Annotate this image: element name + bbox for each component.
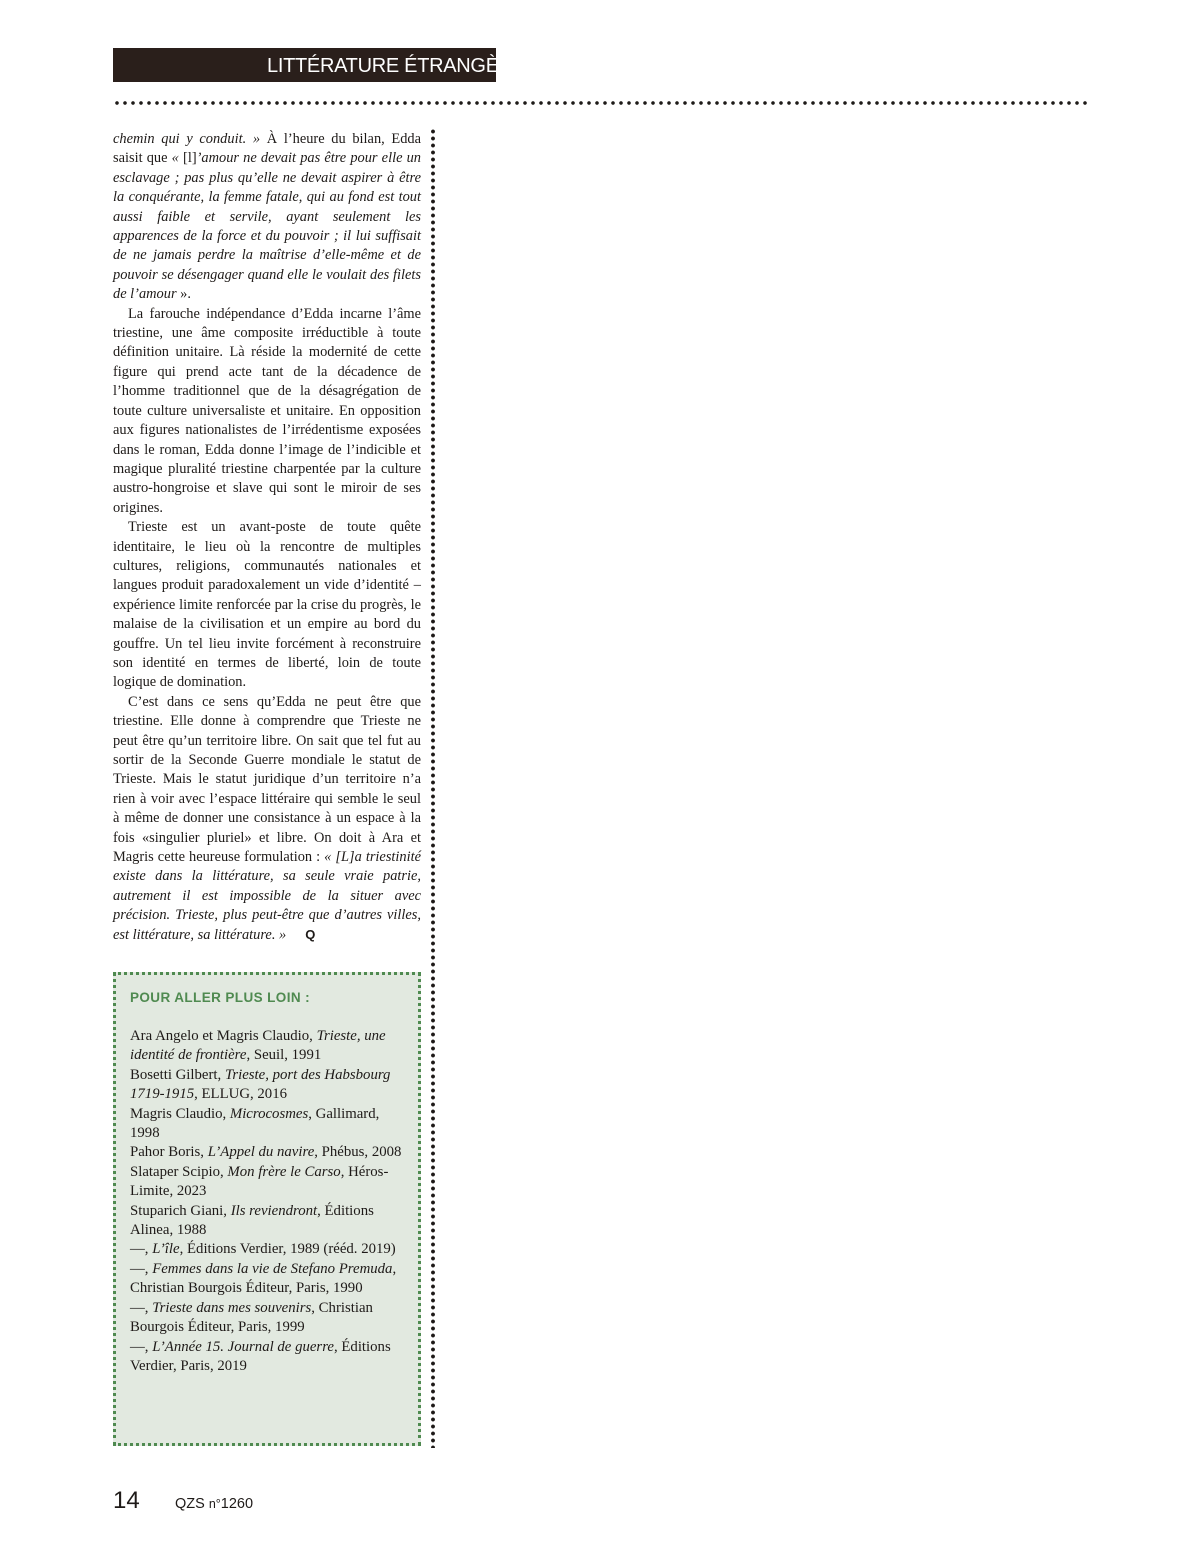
quote-body: a triestinité existe dans la littérature, sa seule vraie patrie, autrement il est impossible de la situer avec précision. Trieste, plus peut-être que d’autres villes, est littérature, sa littérature. »: [113, 849, 421, 943]
paragraph-3: Trieste est un avant-poste de toute quête identitaire, le lieu où la rencontre de multiples cultures, religions, communautés nationales et langues produit paradoxalement un vide d’identité – expérience limite renforcée par la crise du progrès, le malaise de la civilisation et un empire au bord du gouffre. Un tel lieu invite forcément à reconstruire son identité en termes de liberté, loin de toute logique de domination.: [113, 519, 421, 691]
text-fragment: À l’heure du bilan, Edda saisit que: [113, 131, 421, 167]
reference-publisher: , Éditions Verdier, 1989 (rééd. 2019): [179, 1241, 396, 1258]
reference-publisher: , Seuil, 1991: [246, 1047, 322, 1064]
reference-author: Pahor Boris,: [130, 1144, 208, 1161]
reference-author: —,: [130, 1241, 153, 1258]
reference-author: —,: [130, 1338, 153, 1355]
reference-title: Trieste dans mes souvenirs: [152, 1299, 312, 1316]
reference-publisher: , Gallimard, 1998: [130, 1105, 380, 1142]
reference-publisher: , Phébus, 2008: [314, 1144, 402, 1161]
issue-number: 1260: [220, 1496, 254, 1512]
reference-author: Ara Angelo et Magris Claudio,: [130, 1028, 317, 1044]
reference-title: Femmes dans la vie de Stefano Premuda: [152, 1260, 393, 1277]
reference-author: —,: [130, 1260, 153, 1277]
text-fragment: C’est dans ce sens qu’Edda ne peut être que triestine. Elle donne à comprendre que Trieste ne peut être qu’un territoire libre. On sait que tel fut au sortir de la Seconde Guerre mondiale le statut de Trieste. Mais le statut juridique d’un territoire n’a rien à voir avec l’espace littéraire qui semble le seul à même de donner une consistance à un espace à la fois «singulier pluriel» et libre. On doit à Ara et Magris cette heureuse formulation :: [113, 693, 421, 866]
quote-open: « [L]: [324, 849, 355, 866]
paragraph-1: [113, 130, 421, 305]
reference-item: [130, 1202, 404, 1241]
reference-item: [130, 1163, 404, 1202]
reference-title: L’Appel du navire: [207, 1144, 315, 1161]
reference-author: Bosetti Gilbert,: [130, 1066, 225, 1083]
reference-author: Slataper Scipio,: [130, 1163, 228, 1180]
reference-title: Mon frère le Carso: [227, 1163, 341, 1180]
reference-publisher: , Héros-Limite, 2023: [130, 1163, 389, 1200]
reference-item: [130, 1066, 404, 1105]
article-column: [113, 130, 421, 945]
further-reading-box: [113, 972, 421, 1446]
reference-item: [130, 1105, 404, 1144]
reference-item: [130, 1260, 404, 1299]
reference-item: [130, 1143, 404, 1162]
reference-item: [130, 1027, 404, 1066]
reference-title: Microcosmes: [229, 1105, 309, 1122]
dotted-rule-horizontal: [113, 101, 1088, 105]
quote-fragment: chemin qui y conduit. »: [113, 131, 261, 147]
quote-body: ’amour ne devait pas être pour elle un esclavage ; pas plus qu’elle ne devait aspirer à être la conquérante, la femme fatale, qui au fond est tout aussi faible et servile, ayant seulement les apparences de la force et du pouvoir ; il lui suffisait de ne jamais perdre la maîtrise d’elle-même et de pouvoir se désengager quand elle le voulait des filets de l’amour: [113, 150, 421, 303]
reference-list: [130, 1027, 404, 1376]
reference-author: —,: [130, 1299, 153, 1316]
reference-item: [130, 1338, 404, 1377]
reference-title: L’Année 15. Journal de guerre: [152, 1338, 334, 1355]
reference-author: Stuparich Giani,: [130, 1202, 231, 1219]
journal-issue: [175, 1495, 253, 1513]
page-number: 14: [113, 1487, 140, 1514]
reference-title: Trieste, port des Habsbourg 1719-1915: [130, 1066, 391, 1103]
journal-name: QZS: [175, 1496, 205, 1512]
reference-publisher: , Éditions Verdier, Paris, 2019: [130, 1338, 391, 1374]
reference-publisher: , Christian Bourgois Éditeur, Paris, 1999: [130, 1299, 373, 1336]
section-rubric: LITTÉRATURE ÉTRANGÈRE: [113, 48, 496, 82]
reference-publisher: , Éditions Alinea, 1988: [130, 1202, 374, 1239]
reference-publisher: , Christian Bourgois Éditeur, Paris, 1990: [130, 1260, 397, 1297]
end-of-article-icon: Q: [305, 926, 316, 942]
reference-item: [130, 1299, 404, 1338]
reference-author: Magris Claudio,: [130, 1105, 230, 1122]
dotted-rule-vertical: [430, 128, 436, 1448]
reference-publisher: , ELLUG, 2016: [194, 1086, 288, 1103]
paragraph-4: [113, 693, 421, 945]
paragraph-2: La farouche indépendance d’Edda incarne l’âme triestine, une âme composite irréductible à toute définition unitaire. Là réside la modernité de cette figure qui prend acte tant de la décadence de l’homme traditionnel que de la désagrégation de toute culture universaliste et unitaire. En opposition aux figures nationalistes de l’irrédentisme exposées dans le roman, Edda donne l’image de l’indicible et magique pluralité triestine charpentée par la culture austro-hongroise et slave qui sont le miroir de ses origines.: [113, 305, 421, 516]
reference-title: Ils reviendront: [230, 1202, 318, 1219]
reference-title: Trieste, une identité de frontière: [130, 1028, 386, 1064]
issue-prefix: n°: [208, 1497, 221, 1511]
quote-open: «: [171, 150, 184, 167]
bracket-insert: [l]: [183, 150, 197, 167]
further-reading-title: POUR ALLER PLUS LOIN :: [130, 990, 311, 1005]
reference-item: [130, 1240, 404, 1259]
quote-close: ».: [176, 286, 191, 303]
reference-title: L’île: [152, 1241, 180, 1258]
